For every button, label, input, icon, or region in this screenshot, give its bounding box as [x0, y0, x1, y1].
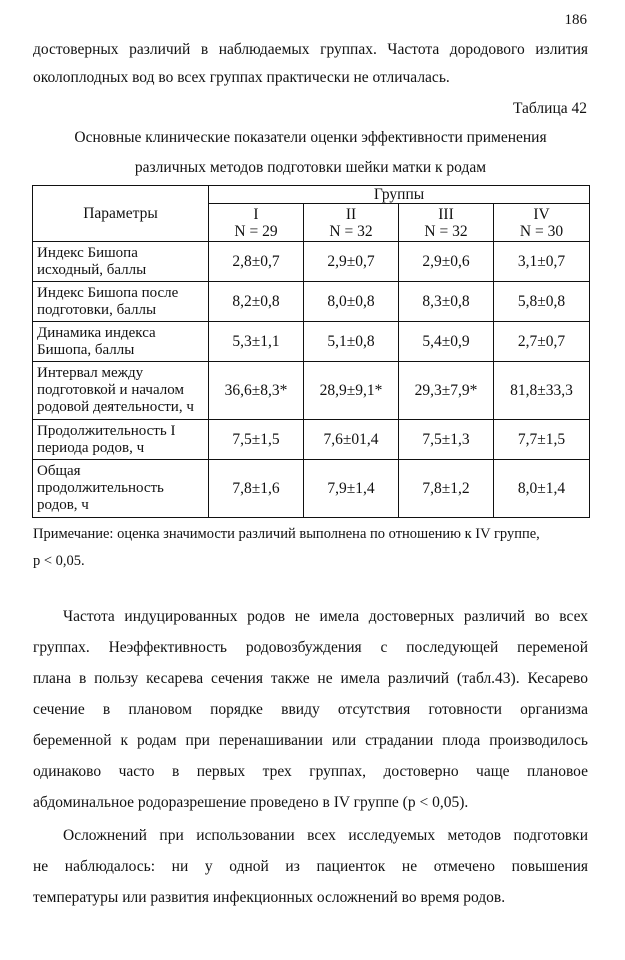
value-cell: 7,5±1,3 [399, 420, 494, 460]
table-row [33, 242, 590, 282]
param-text: подготовки, баллы [37, 301, 157, 318]
table-caption-line-2: различных методов подготовки шейки матки к родам [134, 159, 487, 176]
value-cell: 2,7±0,7 [494, 322, 590, 362]
param-text: Интервал между [37, 365, 144, 381]
value-cell: 36,6±8,3* [209, 362, 304, 420]
param-text: Индекс Бишопа [37, 244, 138, 261]
value-cell: 81,8±33,3 [494, 362, 590, 420]
group-numeral: II [345, 205, 357, 223]
value-cell: 2,8±0,7 [209, 242, 304, 282]
value-cell: 7,8±1,2 [399, 460, 494, 518]
param-cell [33, 460, 209, 518]
value-cell: 3,1±0,7 [494, 242, 590, 282]
group-header [494, 204, 590, 242]
param-text: продолжительность [37, 480, 164, 496]
group-n: N = 32 [424, 222, 468, 240]
group-header [399, 204, 494, 242]
data-table [32, 185, 590, 518]
value-cell: 7,7±1,5 [494, 420, 590, 460]
paragraph-1-line: плана в пользу кесарева сечения также не имела различий (табл.43). Кесарево [33, 670, 588, 687]
paragraph-1-line: группах. Неэффективность родовозбуждения с последующей переменой [33, 639, 588, 656]
intro-line-2: околоплодных вод во всех группах практически не отличалась. [33, 69, 450, 86]
value-cell: 8,0±1,4 [494, 460, 590, 518]
value-cell: 28,9±9,1* [304, 362, 399, 420]
param-cell [33, 362, 209, 420]
param-header: Параметры [33, 186, 209, 242]
param-text: родов, ч [37, 497, 89, 513]
group-header [209, 204, 304, 242]
value-cell: 29,3±7,9* [399, 362, 494, 420]
param-cell [33, 242, 209, 282]
group-n: N = 30 [519, 222, 564, 240]
table-row [33, 460, 590, 518]
group-n: N = 32 [329, 222, 373, 240]
value-cell: 8,3±0,8 [399, 282, 494, 322]
param-text: исходный, баллы [37, 261, 147, 278]
table-row [33, 420, 590, 460]
value-cell: 7,5±1,5 [209, 420, 304, 460]
param-text: Общая [37, 463, 81, 479]
table-label: Таблица 42 [512, 100, 587, 117]
table-row [33, 282, 590, 322]
paragraph-1-line: сечение в плановом порядке ввиду отсутствия готовности организма [33, 701, 588, 718]
paragraph-1-line: беременной к родам при перенашивании или страдании плода производилось [33, 732, 588, 749]
paragraph-1-line: одинаково часто в первых трех группах, достоверно чаще плановое [33, 763, 588, 780]
page-number: 186 [564, 12, 587, 28]
table-row [33, 362, 590, 420]
group-numeral: I [253, 205, 259, 223]
value-cell: 2,9±0,7 [304, 242, 399, 282]
value-cell: 7,8±1,6 [209, 460, 304, 518]
param-text: периода родов, ч [37, 439, 145, 456]
value-cell: 7,9±1,4 [304, 460, 399, 518]
group-numeral: IV [533, 205, 550, 223]
paragraph-2-line: температуры или развития инфекционных осложнений во время родов. [33, 889, 506, 906]
paragraph-1-line: абдоминальное родоразрешение проведено в IV группе (p < 0,05). [33, 794, 469, 811]
table-note-line-2: p < 0,05. [33, 553, 85, 569]
table-note-line-1: Примечание: оценка значимости различий выполнена по отношению к IV группе, [33, 526, 540, 542]
value-cell: 5,1±0,8 [304, 322, 399, 362]
value-cell: 8,2±0,8 [209, 282, 304, 322]
param-text: Продолжительность I [37, 422, 176, 439]
param-text: родовой деятельности, ч [37, 399, 194, 415]
param-text: Бишопа, баллы [37, 341, 135, 358]
group-n: N = 29 [234, 222, 278, 240]
param-cell [33, 322, 209, 362]
param-text: Индекс Бишопа после [37, 284, 179, 301]
param-cell [33, 282, 209, 322]
table-caption-line-1: Основные клинические показатели оценки эффективности применения [74, 129, 547, 146]
intro-line-1: достоверных различий в наблюдаемых группах. Частота дородового излития [33, 41, 588, 58]
value-cell: 5,4±0,9 [399, 322, 494, 362]
param-cell [33, 420, 209, 460]
param-text: Динамика индекса [37, 324, 156, 341]
paragraph-1-line: Частота индуцированных родов не имела достоверных различий во всех [63, 608, 588, 625]
group-numeral: III [438, 205, 454, 223]
paragraph-2-line: Осложнений при использовании всех исследуемых методов подготовки [63, 827, 588, 844]
value-cell: 8,0±0,8 [304, 282, 399, 322]
paragraph-2-line: не наблюдалось: ни у одной из пациенток не отмечено повышения [33, 858, 588, 875]
table-row [33, 322, 590, 362]
group-header [304, 204, 399, 242]
groups-header: Группы [209, 186, 590, 204]
param-text: подготовкой и началом [37, 382, 184, 398]
value-cell: 2,9±0,6 [399, 242, 494, 282]
value-cell: 5,8±0,8 [494, 282, 590, 322]
value-cell: 5,3±1,1 [209, 322, 304, 362]
value-cell: 7,6±01,4 [304, 420, 399, 460]
